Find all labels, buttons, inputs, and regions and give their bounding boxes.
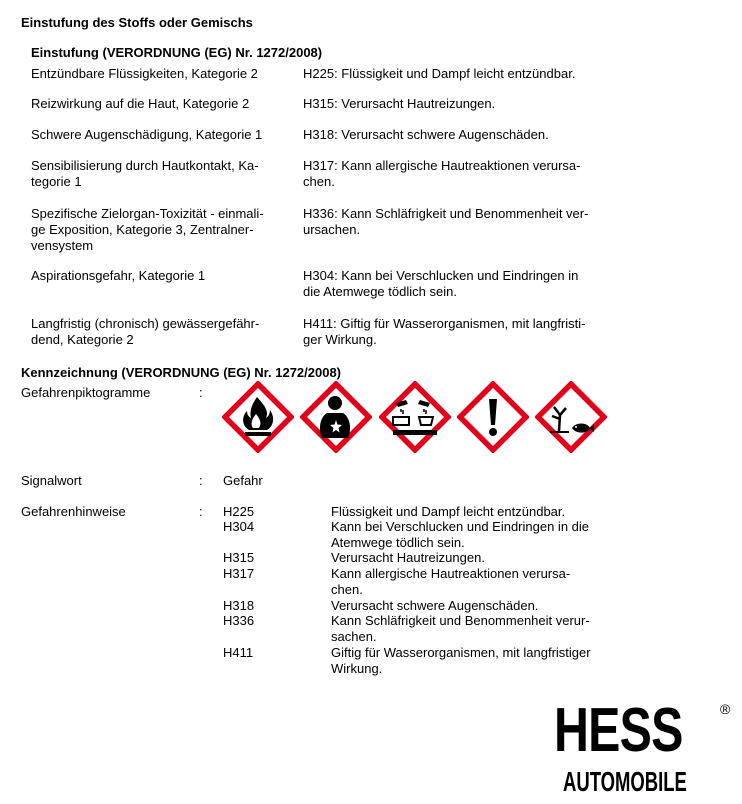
classification-category: Schwere Augenschädigung, Kategorie 1 bbox=[31, 127, 263, 142]
classification-statement: H225: Flüssigkeit und Dampf leicht entzündbar. bbox=[303, 66, 576, 81]
signal-word-label: Signalwort bbox=[21, 473, 82, 488]
classification-category: Langfristig (chronisch) gewässergefähr- dend, Kategorie 2 bbox=[31, 316, 260, 347]
hazard-statements-colon: : bbox=[199, 504, 203, 519]
corrosion-icon bbox=[379, 381, 451, 453]
logo-name: HESS bbox=[554, 696, 683, 765]
classification-category: Sensibilisierung durch Hautkontakt, Ka- tegorie 1 bbox=[31, 158, 259, 189]
hazard-code: H317 bbox=[223, 566, 255, 581]
labelling-heading: Kennzeichnung (VERORDNUNG (EG) Nr. 1272/2008) bbox=[21, 365, 342, 380]
classification-category: Reizwirkung auf die Haut, Kategorie 2 bbox=[31, 96, 250, 111]
hazard-text: Flüssigkeit und Dampf leicht entzündbar. bbox=[331, 504, 566, 519]
signal-word-value: Gefahr bbox=[223, 473, 263, 488]
hazard-code: H304 bbox=[223, 519, 255, 534]
pictograms-colon: : bbox=[199, 385, 203, 400]
environment-icon bbox=[535, 381, 607, 453]
hazard-text: Kann Schläfrigkeit und Benommenheit verur- sachen. bbox=[331, 613, 590, 644]
classification-statement: H318: Verursacht schwere Augenschäden. bbox=[303, 127, 549, 142]
hazard-code: H225 bbox=[223, 504, 255, 519]
classification-category: Aspirationsgefahr, Kategorie 1 bbox=[31, 268, 206, 283]
hazard-text: Kann allergische Hautreaktionen verursa- chen. bbox=[331, 566, 571, 597]
hazard-code: H336 bbox=[223, 613, 255, 628]
hazard-code: H315 bbox=[223, 550, 255, 565]
hazard-text: Verursacht schwere Augenschäden. bbox=[331, 598, 539, 613]
health-hazard-icon bbox=[300, 381, 372, 453]
exclamation-icon bbox=[457, 381, 529, 453]
registered-mark: ® bbox=[720, 701, 731, 717]
classification-statement: H304: Kann bei Verschlucken und Eindringen in die Atemwege tödlich sein. bbox=[303, 268, 579, 299]
classification-category: Spezifische Zielorgan-Toxizität - einmali- ge Exposition, Kategorie 3, Zentralner- vensystem bbox=[31, 206, 264, 253]
classification-statement: H317: Kann allergische Hautreaktionen verursa- chen. bbox=[303, 158, 581, 189]
classification-statement: H315: Verursacht Hautreizungen. bbox=[303, 96, 496, 111]
hazard-code: H411 bbox=[223, 645, 254, 660]
hazard-text: Verursacht Hautreizungen. bbox=[331, 550, 485, 565]
classification-statement: H411: Giftig für Wasserorganismen, mit langfristi- ger Wirkung. bbox=[303, 316, 586, 347]
hazard-text: Giftig für Wasserorganismen, mit langfristiger Wirkung. bbox=[331, 645, 591, 676]
classification-statement: H336: Kann Schläfrigkeit und Benommenheit ver- ursachen. bbox=[303, 206, 589, 237]
signal-word-colon: : bbox=[199, 473, 203, 488]
pictograms-label: Gefahrenpiktogramme bbox=[21, 385, 151, 400]
classification-heading: Einstufung (VERORDNUNG (EG) Nr. 1272/2008) bbox=[31, 45, 323, 60]
logo-subtitle: AUTOMOBILE bbox=[563, 766, 687, 797]
section-title: Einstufung des Stoffs oder Gemischs bbox=[21, 15, 253, 30]
hazard-code: H318 bbox=[223, 598, 255, 613]
hazard-statements-label: Gefahrenhinweise bbox=[21, 504, 126, 519]
classification-category: Entzündbare Flüssigkeiten, Kategorie 2 bbox=[31, 66, 258, 81]
hazard-text: Kann bei Verschlucken und Eindringen in die Atemwege tödlich sein. bbox=[331, 519, 590, 550]
flame-icon bbox=[222, 381, 294, 453]
